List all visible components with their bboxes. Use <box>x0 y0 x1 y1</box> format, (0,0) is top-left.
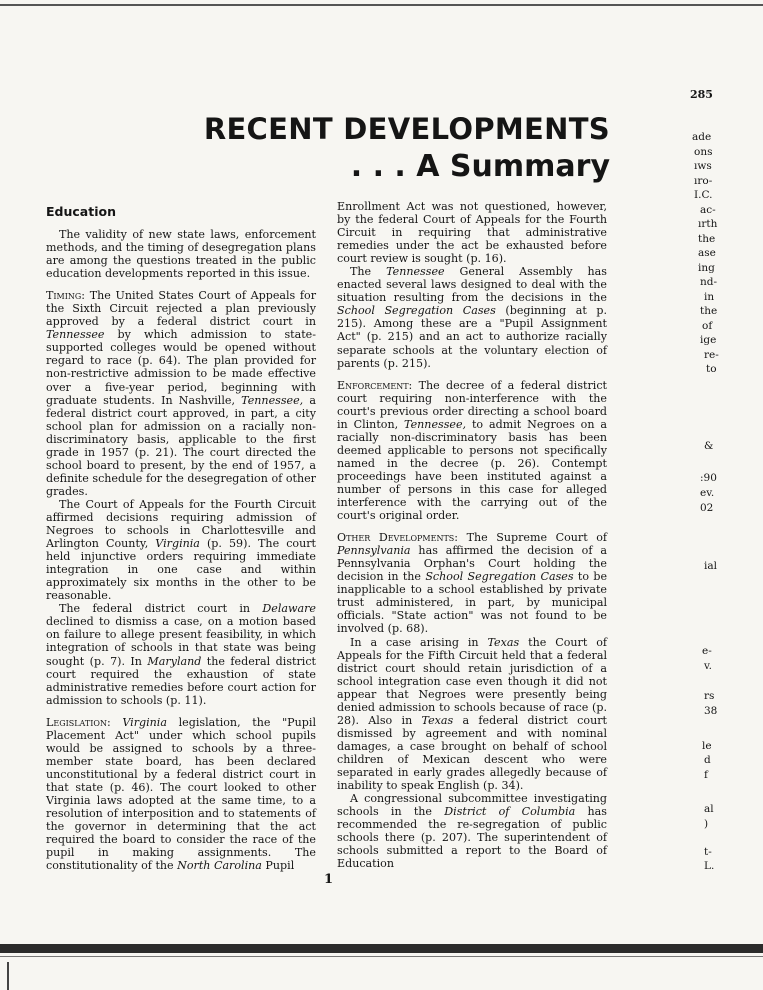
edge-fragment: 02 <box>700 502 714 514</box>
edge-fragment: :90 <box>700 472 717 484</box>
text: (beginning at p. 215). Among these are a "Pupil Assignment Act" (p. 215) and an act to authorize racially separate schools at the voluntary election of parents (p. 215). <box>337 304 608 370</box>
edge-fragment: ige <box>700 334 717 346</box>
place-tennessee: Tennessee, <box>241 393 304 407</box>
enforcement-paragraph <box>337 379 607 523</box>
edge-fragment: al <box>704 803 714 815</box>
column-right <box>337 200 607 870</box>
text: legislation, the "Pupil Placement Act" under which school pupils would be assigned to schools by a three-member state board, has been declared unconstitutional by a federal district court in that state (p. 46). The court looked to other Virginia laws adopted at the same time, to a resolution of interposition and to statements of the governor in determining that the act required the board to consider the race of the pupil in making assignments. The constitutionality of the <box>46 715 316 873</box>
edge-fragment: ade <box>692 131 712 143</box>
legislation-heading: Legislation: <box>46 715 111 729</box>
bottom-scan-band <box>0 944 763 953</box>
text: A congressional subcommittee investigating schools in the <box>337 792 607 819</box>
edge-fragment: f <box>704 769 708 781</box>
edge-fragment: ırth <box>698 218 718 230</box>
texas-paragraph <box>337 636 607 793</box>
edge-fragment: ase <box>698 247 716 259</box>
page-title: RECENT DEVELOPMENTS <box>203 112 610 146</box>
text: has recommended the re-segregation of public schools there (p. 207). The superintendent of schools submitted a report to the Board of Education <box>337 805 607 871</box>
bottom-rule <box>0 956 763 957</box>
place-pennsylvania: Pennsylvania <box>337 544 411 558</box>
text: The Supreme Court of <box>458 531 607 545</box>
edge-fragment: ıws <box>694 160 712 172</box>
page-number: 285 <box>690 88 713 101</box>
text: Pupil <box>261 859 295 873</box>
edge-fragment: ial <box>704 560 717 572</box>
edge-fragment: re- <box>704 349 719 361</box>
edge-fragment: ) <box>704 818 709 830</box>
case-name: School Segregation Cases <box>337 304 496 318</box>
footer-page-number: 1 <box>324 872 334 887</box>
column-left <box>46 228 316 872</box>
delaware-paragraph <box>46 602 316 706</box>
assembly-paragraph <box>337 265 607 369</box>
page-subtitle: . . . A Summary <box>350 149 610 184</box>
edge-fragment: ons <box>694 146 713 158</box>
edge-fragment: L. <box>704 860 715 872</box>
place-tennessee: Tennessee <box>46 328 105 342</box>
text: General Assembly has enacted several laws designed to deal with the situation resulting from the decisions in the <box>337 265 607 305</box>
fourth-circuit-paragraph <box>46 498 316 602</box>
top-rule <box>0 4 763 6</box>
edge-fragment: in <box>704 291 715 303</box>
text: The federal district court in <box>59 602 263 616</box>
timing-text-c: a federal district court approved, in part, a city school plan for admission on a racially non-discriminatory basis, applicable to the first grade in 1957 (p. 21). The court directed the school board to present, by the end of 1957, a definite schedule for the desegregation of other grades. <box>46 393 316 498</box>
edge-fragment: ing <box>698 262 715 274</box>
text: to admit Negroes on a racially non-discriminatory basis has been deemed applicable to persons not specifically named in the decree (p. 26). Contempt proceedings have been instituted against a number of persons in this case for alleged interference with the carrying out of the court's original order. <box>337 417 607 523</box>
edge-fragment: e- <box>702 645 712 657</box>
scan-corner-mark <box>7 962 9 990</box>
edge-fragment: le <box>702 740 712 752</box>
text: In a case arising in <box>350 635 488 649</box>
adjacent-page-edge <box>690 0 763 990</box>
timing-text-a: The United States Court of Appeals for the Sixth Circuit rejected a plan previously approved by a federal district court in <box>46 289 316 329</box>
edge-fragment: the <box>700 305 718 317</box>
place-delaware: Delaware <box>262 602 316 616</box>
edge-fragment: rs <box>704 690 715 702</box>
place-district-of-columbia: District of Columbia <box>444 805 576 819</box>
place-virginia: Virginia <box>155 537 200 551</box>
place-tennessee: Tennessee <box>386 265 445 279</box>
place-texas: Texas <box>487 635 520 649</box>
edge-fragment: ev. <box>700 487 715 499</box>
edge-fragment: the <box>698 233 716 245</box>
legislation-paragraph <box>46 716 316 873</box>
text: The <box>350 265 387 279</box>
text: has affirmed the decision of a Pennsylvania Orphan's Court holding the decision in the <box>337 544 607 584</box>
text: (p. 59). The court held injunctive orders requiring immediate integration in one case and within approximately six months in the other to be reasonable. <box>46 537 316 603</box>
text: to be inapplicable to a school established by private trust administered, in part, by municipal officials. "State action" was not found to be involved (p. 68). <box>337 570 608 636</box>
place-tennessee: Tennessee, <box>404 417 467 431</box>
other-developments-paragraph <box>337 531 607 635</box>
place-texas: Texas <box>421 713 454 727</box>
timing-text-b: by which admission to state-supported colleges would be opened without regard to race (p. 64). The plan provided for non-restrictive admission to be made effective over a five-year period, beginning with graduate students. In Nashville, <box>46 328 316 407</box>
intro-paragraph: The validity of new state laws, enforcement methods, and the timing of desegregation plans are among the questions treated in the public education developments reported in this issue. <box>46 228 316 281</box>
edge-fragment: nd- <box>700 276 718 288</box>
edge-fragment: & <box>704 440 714 452</box>
text: the Court of Appeals for the Fifth Circuit held that a federal district court should retain jurisdiction of a school integration case even though it did not appear that Negroes were presently being denied admission to schools because of race (p. 28). Also in <box>337 635 607 727</box>
edge-fragment: t- <box>704 846 712 858</box>
text: the federal district court required the exhaustion of state administrative remedies before court action for admission to schools (p. 11). <box>46 654 316 707</box>
edge-fragment: 38 <box>704 705 718 717</box>
text: The Court of Appeals for the Fourth Circuit affirmed decisions requiring admission of Negroes to schools in Charlottesville and Arlington County, <box>46 497 316 551</box>
timing-heading: Timing: <box>46 289 86 303</box>
edge-fragment: to <box>706 363 717 375</box>
other-developments-heading: Other Developments: <box>337 531 459 545</box>
place-maryland: Maryland <box>147 654 202 668</box>
timing-paragraph <box>46 289 316 498</box>
enrollment-paragraph: Enrollment Act was not questioned, however, by the federal Court of Appeals for the Fourth Circuit in requiring that administrative remedies under the act be exhausted before court review is sought (p. 16). <box>337 200 607 266</box>
enforcement-heading: Enforcement: <box>337 378 413 392</box>
place-virginia: Virginia <box>122 715 167 729</box>
section-heading: Education <box>46 204 116 219</box>
edge-fragment: of <box>702 320 713 332</box>
place-north-carolina: North Carolina <box>177 859 262 873</box>
edge-fragment: v. <box>704 660 713 672</box>
case-name: School Segregation Cases <box>425 570 574 584</box>
edge-fragment: ac- <box>700 204 716 216</box>
congress-paragraph <box>337 792 607 870</box>
edge-fragment: ıro- <box>694 175 713 187</box>
text: a federal district court dismissed by agreement and with nominal damages, a case brought on behalf of school children of Mexican descent who were separated in early grades allegedly because of inability to speak English (p. 34). <box>337 713 607 793</box>
text: declined to dismiss a case, on a motion based on failure to allege present feasibility, in which integration of schools in that state was being sought (p. 7). In <box>46 615 316 668</box>
edge-fragment: I.C. <box>694 189 713 201</box>
text: The decree of a federal district court requiring non-interference with the court's previous order directing a school board in Clinton, <box>337 378 607 431</box>
edge-fragment: d <box>704 754 711 766</box>
